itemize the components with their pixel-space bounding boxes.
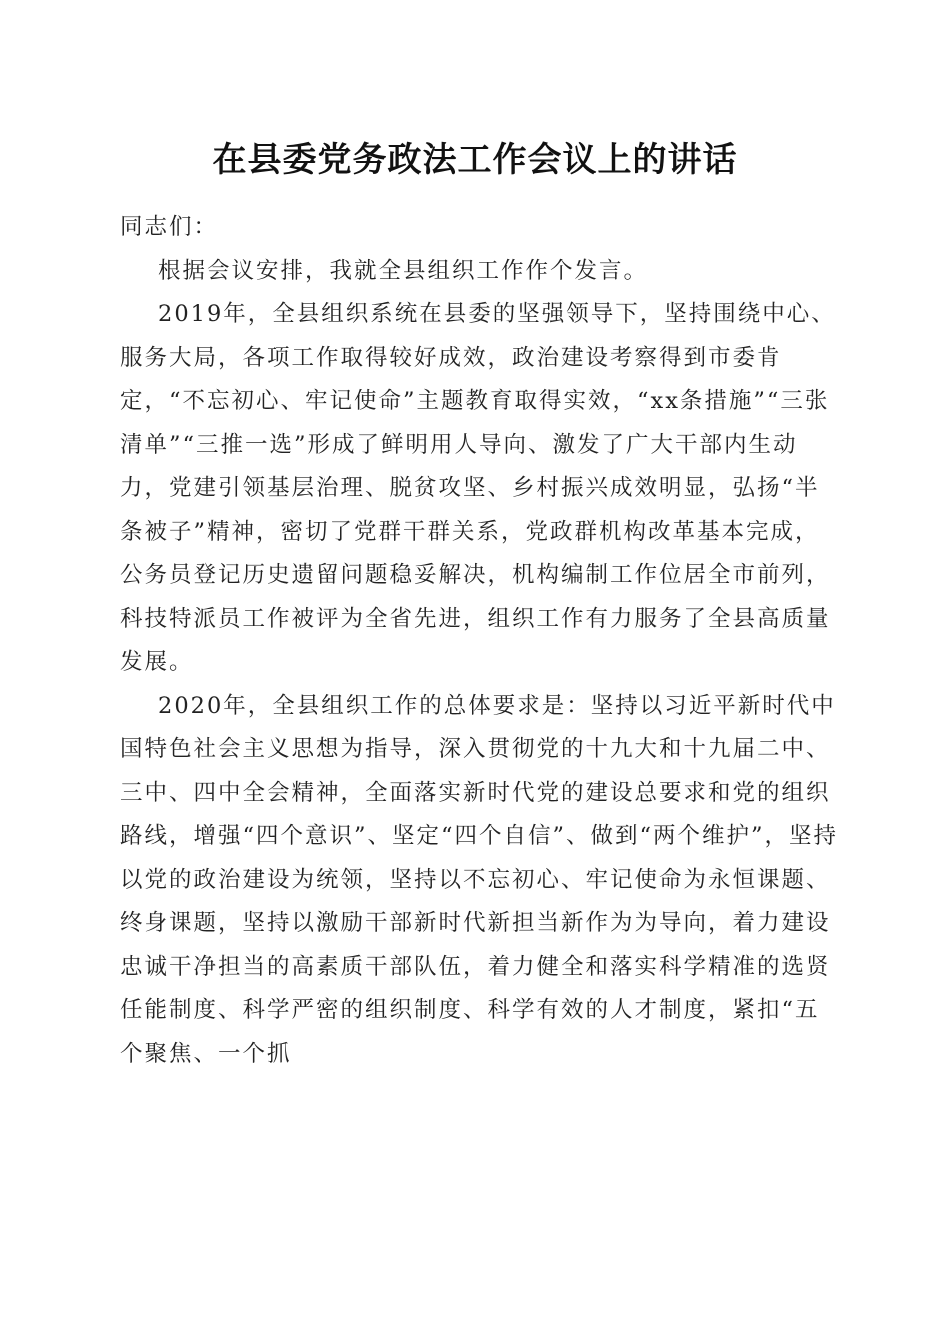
- paragraph-2019-review: 2019年，全县组织系统在县委的坚强领导下，坚持围绕中心、服务大局，各项工作取得较好成效，政治建设考察得到市委肯定，“不忘初心、牢记使命”主题教育取得实效，“xx条措施”“三张清单”“三推一选”形成了鲜明用人导向、激发了广大干部内生动力，党建引领基层治理、脱贫攻坚、乡村振兴成效明显，弘扬“半条被子”精神，密切了党群干群关系，党政群机构改革基本完成，公务员登记历史遗留问题稳妥解决，机构编制工作位居全市前列，科技特派员工作被评为全省先进，组织工作有力服务了全县高质量发展。: [120, 301, 836, 675]
- paragraph-intro: 根据会议安排，我就全县组织工作作个发言。: [158, 257, 649, 284]
- page-title: 在县委党务政法工作会议上的讲话: [212, 140, 738, 180]
- greeting: 同志们：: [120, 214, 219, 240]
- document-body: [120, 206, 840, 1076]
- paragraph-2020-requirements: 2020年，全县组织工作的总体要求是：坚持以习近平新时代中国特色社会主义思想为指导，深入贯彻党的十九大和十九届二中、三中、四中全会精神，全面落实新时代党的建设总要求和党的组织路线，增强“四个意识”、坚定“四个自信”、做到“两个维护”，坚持以党的政治建设为统领，坚持以不忘初心、牢记使命为永恒课题、终身课题，坚持以激励干部新时代新担当新作为为导向，着力建设忠诚干净担当的高素质干部队伍，着力健全和落实科学精准的选贤任能制度、科学严密的组织制度、科学有效的人才制度，紧扣“五个聚焦、一个抓: [120, 692, 839, 1067]
